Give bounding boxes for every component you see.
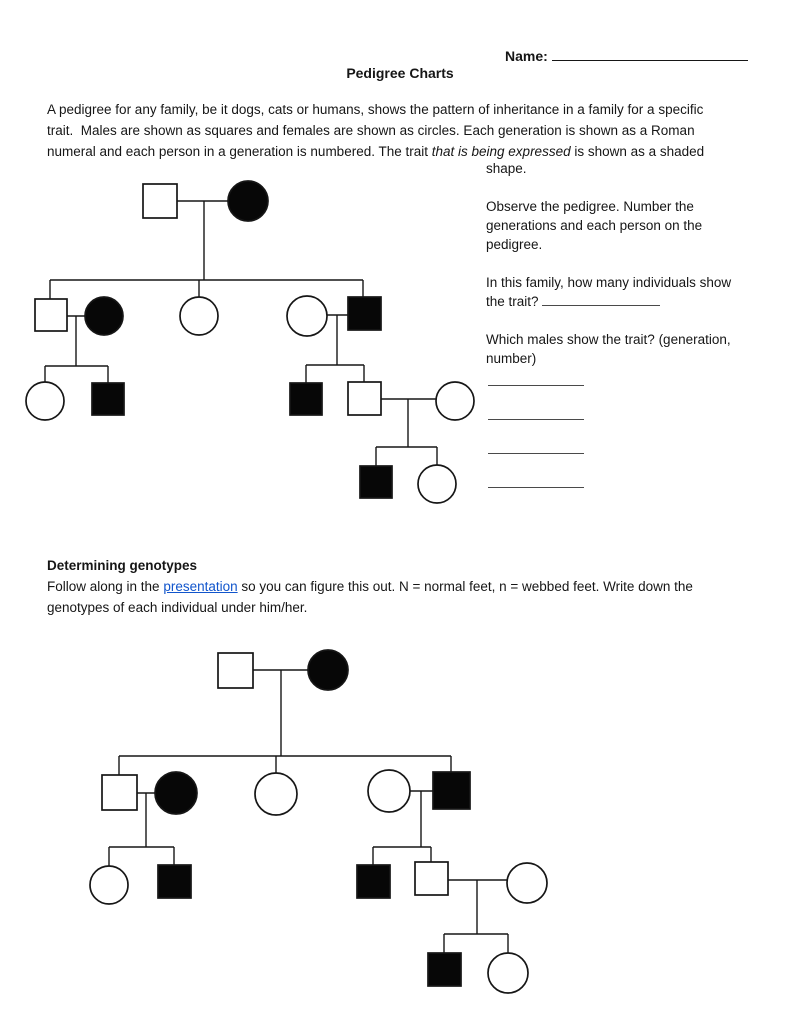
pedigree-1-member-II-1 bbox=[35, 299, 67, 331]
pedigree-2-member-II-2 bbox=[155, 772, 197, 814]
presentation-link[interactable]: presentation bbox=[163, 579, 238, 594]
spacer bbox=[486, 311, 731, 330]
pedigree-2-member-I-2 bbox=[308, 650, 348, 690]
pedigree-1-member-II-4 bbox=[287, 296, 327, 336]
pedigree-1-member-I-2 bbox=[228, 181, 268, 221]
intro-line-3-italic: that is being expressed bbox=[431, 144, 571, 159]
pedigree-1-member-III-1 bbox=[26, 382, 64, 420]
right-column bbox=[486, 159, 731, 368]
pedigree-2 bbox=[90, 650, 547, 993]
question-1-line-2 bbox=[486, 292, 731, 311]
intro-line-1: A pedigree for any family, be it dogs, cats or humans, shows the pattern of inheritance in a family for a specific bbox=[47, 102, 704, 117]
pedigree-2-member-II-5 bbox=[433, 772, 470, 809]
intro-line-3-post: is shown as a shaded bbox=[570, 144, 705, 159]
question-2-line-1: Which males show the trait? (generation, bbox=[486, 332, 731, 347]
pedigree-2-member-IV-2 bbox=[488, 953, 528, 993]
pedigree-2-member-II-4 bbox=[368, 770, 410, 812]
question-1-line-2-text: the trait? bbox=[486, 294, 543, 309]
answer-blank-lines bbox=[488, 352, 584, 488]
genotypes-line-2: genotypes of each individual under him/her. bbox=[47, 600, 308, 615]
pedigree-1-member-IV-1 bbox=[360, 466, 392, 498]
spacer bbox=[486, 254, 731, 273]
pedigree-2-member-III-2 bbox=[158, 865, 191, 898]
pedigree-1-member-III-4 bbox=[348, 382, 381, 415]
answer-blank-1[interactable] bbox=[488, 352, 584, 386]
name-label: Name: bbox=[505, 48, 548, 64]
pedigree-2-member-II-1 bbox=[102, 775, 137, 810]
name-row bbox=[505, 47, 748, 64]
pedigree-2-member-I-1 bbox=[218, 653, 253, 688]
pedigree-1-member-III-2 bbox=[92, 383, 124, 415]
intro-line-3-pre: numeral and each person in a generation is numbered. The trait bbox=[47, 144, 432, 159]
genotypes-section bbox=[47, 555, 693, 618]
pedigree-2-member-II-3 bbox=[255, 773, 297, 815]
observe-instruction-line-2: generations and each person on the bbox=[486, 218, 703, 233]
name-blank-line[interactable] bbox=[552, 47, 748, 61]
observe-instruction-line-3: pedigree. bbox=[486, 237, 543, 252]
answer-blank-3[interactable] bbox=[488, 420, 584, 454]
pedigree-2-member-III-4 bbox=[415, 862, 448, 895]
genotypes-line-1 bbox=[47, 576, 693, 597]
spacer bbox=[486, 178, 731, 197]
intro-line-2: trait. Males are shown as squares and females are shown as circles. Each generation is shown as a Roman bbox=[47, 123, 695, 138]
pedigree-1-member-II-2 bbox=[85, 297, 123, 335]
answer-blank-2[interactable] bbox=[488, 386, 584, 420]
intro-paragraph bbox=[47, 99, 704, 162]
question-2-line-2: number) bbox=[486, 351, 537, 366]
pedigree-1-member-III-5 bbox=[436, 382, 474, 420]
genotypes-line-1-pre: Follow along in the bbox=[47, 579, 164, 594]
pedigree-2-member-IV-1 bbox=[428, 953, 461, 986]
pedigree-2-member-III-3 bbox=[357, 865, 390, 898]
pedigree-1-member-II-5 bbox=[348, 297, 381, 330]
genotypes-line-1-post: so you can figure this out. N = normal feet, n = webbed feet. Write down the bbox=[237, 579, 693, 594]
pedigree-1 bbox=[26, 181, 474, 503]
pedigree-1-member-I-1 bbox=[143, 184, 177, 218]
page-title: Pedigree Charts bbox=[346, 65, 454, 81]
pedigree-1-member-III-3 bbox=[290, 383, 322, 415]
pedigree-2-member-III-1 bbox=[90, 866, 128, 904]
question-1-line-1: In this family, how many individuals show bbox=[486, 275, 732, 290]
pedigree-2-member-III-5 bbox=[507, 863, 547, 903]
pedigree-1-member-IV-2 bbox=[418, 465, 456, 503]
observe-instruction-line-1: Observe the pedigree. Number the bbox=[486, 199, 694, 214]
answer-blank-4[interactable] bbox=[488, 454, 584, 488]
intro-line-4-shape: shape. bbox=[486, 161, 527, 176]
trait-count-blank[interactable] bbox=[542, 294, 660, 306]
pedigree-1-member-II-3 bbox=[180, 297, 218, 335]
genotypes-heading: Determining genotypes bbox=[47, 558, 198, 573]
